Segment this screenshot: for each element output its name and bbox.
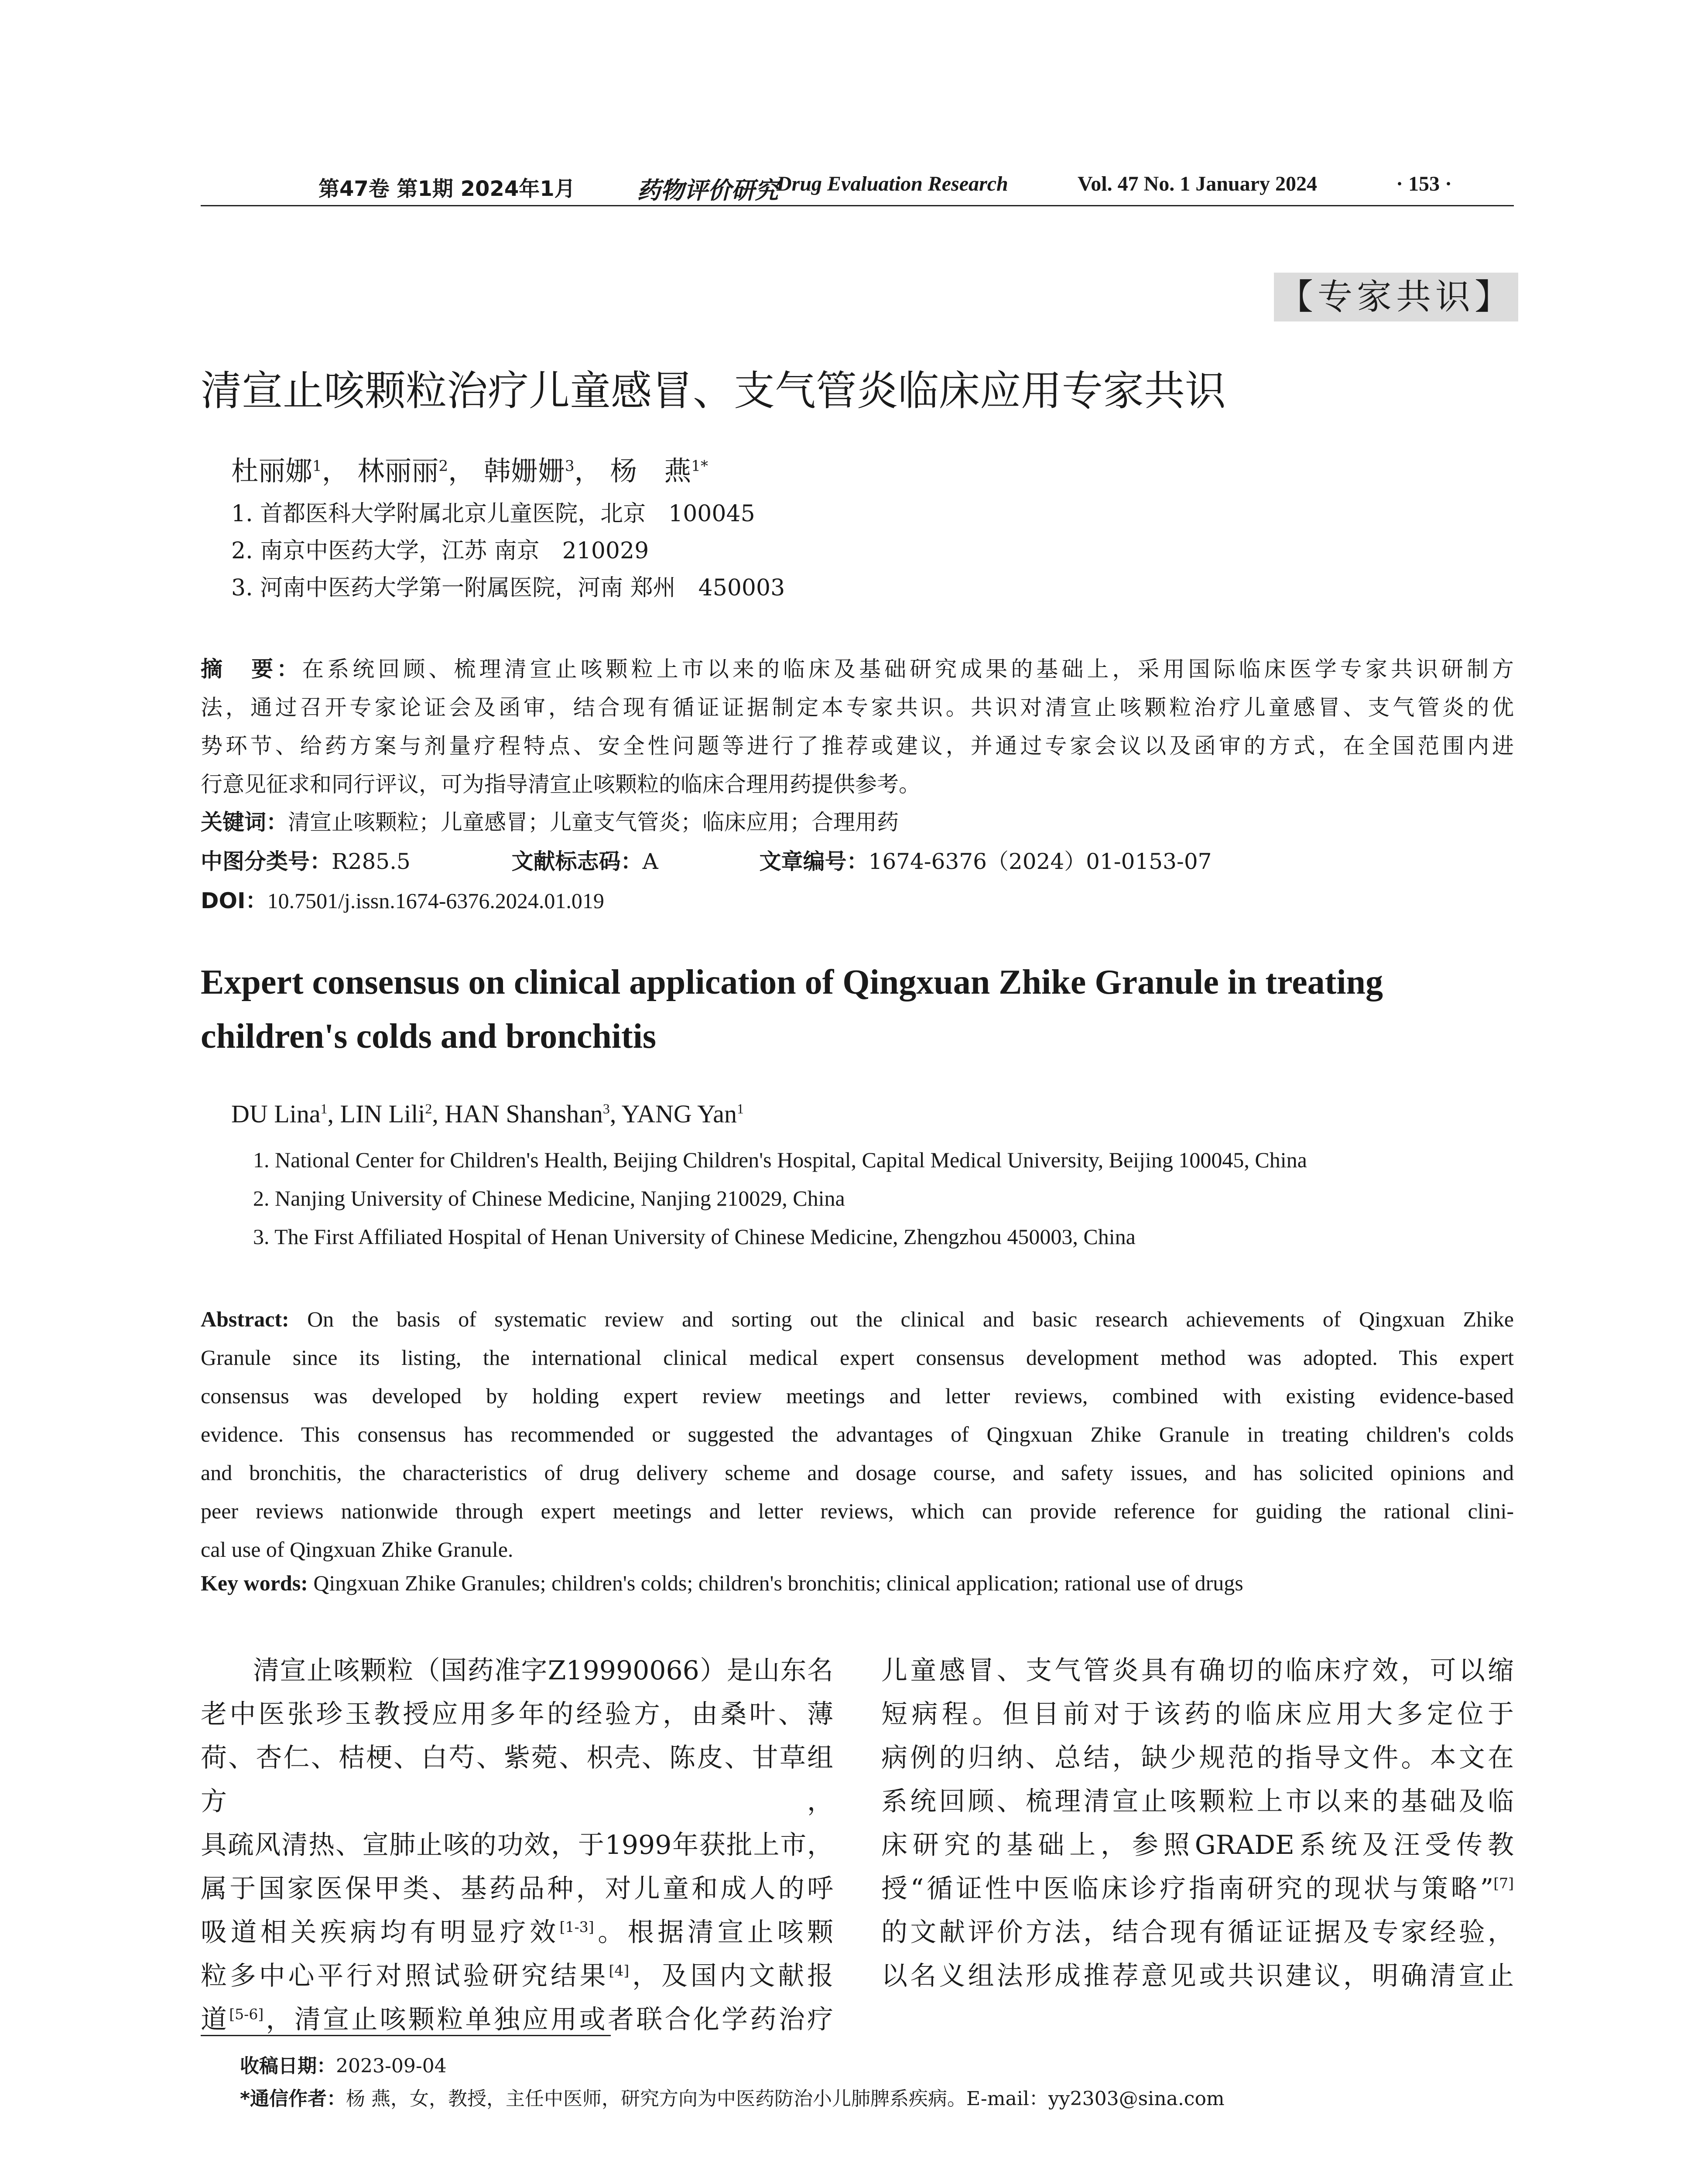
affiliation-en: 3. The First Affiliated Hospital of Henan University of Chinese Medicine, Zhengzhou 450003, China <box>253 1224 1136 1249</box>
authors-zh: 杜丽娜$^1$， 林丽丽$^2$， 韩姗姗$^3$， 杨 燕$^{1*}$ <box>231 455 709 487</box>
running-header <box>201 164 1514 208</box>
author: YANG Yan <box>621 1100 737 1128</box>
citation: [7] <box>1493 1875 1514 1892</box>
header-rule <box>201 205 1514 206</box>
citation: [5-6] <box>229 2006 264 2023</box>
body-line: 老中医张珍玉教授应用多年的经验方，由桑叶、薄 <box>201 1699 833 1730</box>
citation: [4] <box>609 1962 630 1979</box>
page-number: · 153 · <box>1396 172 1452 195</box>
footnote-rule <box>201 2035 611 2036</box>
body-line: 床研究的基础上，参照GRADE系统及汪受传教 <box>881 1830 1514 1860</box>
title-zh: 清宣止咳颗粒治疗儿童感冒、支气管炎临床应用专家共识 <box>201 367 1226 415</box>
body-line: 吸道相关疾病均有明显疗效[1-3]。根据清宣止咳颗 <box>201 1917 834 1948</box>
body-column-left <box>201 1649 833 2041</box>
author: 杜丽娜 <box>231 455 313 487</box>
author: DU Lina <box>231 1100 321 1128</box>
body-line: 清宣止咳颗粒（国药准字Z19990066）是山东名 <box>253 1655 833 1686</box>
keywords-zh: 关键词：清宣止咳颗粒；儿童感冒；儿童支气管炎；临床应用；合理用药 <box>201 810 899 835</box>
volume-issue-zh: 第47卷 第1期 2024年1月 <box>318 177 575 201</box>
title-en: Expert consensus on clinical application of Qingxuan Zhike Granule in treating children's colds and bronchitis <box>201 963 1383 1056</box>
authors-en: DU Lina$^1$, LIN Lili$^2$, HAN Shanshan$^3$, YANG Yan$^1$ <box>231 1100 744 1128</box>
classification-zh: 中图分类号：R285.5 文献标志码：A 文章编号：1674-6376（2024）01-0153-07 <box>201 849 1212 874</box>
section-tag: 【专家共识】 <box>1274 273 1518 321</box>
author: 杨 燕 <box>610 455 691 487</box>
author: LIN Lili <box>340 1100 425 1128</box>
corresponding-author: *通信作者：杨 燕，女，教授，主任中医师，研究方向为中医药防治小儿肺脾系疾病。E-mail：yy2303@sina.com <box>240 2088 1225 2110</box>
journal-name-en: Drug Evaluation Research <box>777 172 1008 195</box>
body-line: 以名义组法形成推荐意见或共识建议，明确清宣止 <box>881 1961 1514 1991</box>
doi: DOI：10.7501/j.issn.1674-6376.2024.01.019 <box>201 888 604 913</box>
abstract-zh: 摘 要：在系统回顾、梳理清宣止咳颗粒上市以来的临床及基础研究成果的基础上，采用国际临床医学专家共识研制方 法，通过召开专家论证会及函审，结合现有循证证据制定本专家共识。共识对清宣止咳颗粒治疗儿童感冒、支气管炎的优 势环节、给药方案与剂量疗程特点、安全性问题等进行了推荐或建议，并通过专家会议以及函审的方式，在全国范围内进 行意见征求和同行评议，可为指导清宣止咳颗粒的临床合理用药提供参考。 <box>201 656 1514 797</box>
journal-logo-zh: 药物评价研究 <box>637 176 778 204</box>
affiliation-en: 1. National Center for Children's Health, Beijing Children's Hospital, Capital Medical University, Beijing 100045, China <box>253 1148 1307 1172</box>
citation: [1-3] <box>559 1918 594 1935</box>
body-line: 病例的归纳、总结，缺少规范的指导文件。本文在 <box>881 1743 1514 1773</box>
body-column-right <box>881 1649 1514 1998</box>
body-line: 荷、杏仁、桔梗、白芍、紫菀、枳壳、陈皮、甘草组方， <box>201 1743 833 1817</box>
volume-issue-en: Vol. 47 No. 1 January 2024 <box>1078 172 1317 195</box>
body-line: 短病程。但目前对于该药的临床应用大多定位于 <box>881 1699 1514 1730</box>
abstract-en: Abstract: On the basis of systematic review and sorting out the clinical and basic research achievements of Qingxuan Zhike Granule since its listing, the international clinical medical expert consensus development method was adopted. This expert consensus was developed by holding expert review meetings and letter reviews, combined with existing evidence-based evidence. This consensus has recommended or suggested the advantages of Qingxuan Zhike Granule in treating children's colds and bronchitis, the characteristics of drug delivery scheme and dosage course, and safety issues, and has solicited opinions and peer reviews nationwide through expert meetings and letter reviews, which can provide reference for guiding the rational clini- cal use of Qingxuan Zhike Granule. <box>201 1307 1514 1562</box>
body-line: 道[5-6]，清宣止咳颗粒单独应用或者联合化学药治疗 <box>201 2004 834 2035</box>
body-line: 儿童感冒、支气管炎具有确切的临床疗效，可以缩 <box>881 1655 1514 1686</box>
body-line: 系统回顾、梳理清宣止咳颗粒上市以来的基础及临 <box>881 1786 1514 1817</box>
keywords-en: Key words: Qingxuan Zhike Granules; children's colds; children's bronchitis; clinical application; rational use of drugs <box>201 1571 1243 1595</box>
author: 林丽丽 <box>357 455 439 487</box>
abstract-label-zh: 摘 要： <box>201 656 302 682</box>
body-line: 属于国家医保甲类、基药品种，对儿童和成人的呼 <box>201 1873 833 1904</box>
affiliation-zh: 3. 河南中医药大学第一附属医院，河南 郑州 450003 <box>231 575 785 601</box>
received-date: 收稿日期：2023-09-04 <box>240 2055 447 2077</box>
body-line: 粒多中心平行对照试验研究结果[4]，及国内文献报 <box>201 1961 833 1991</box>
author: HAN Shanshan <box>445 1100 603 1128</box>
body-line: 授“循证性中医临床诊疗指南研究的现状与策略”[7] <box>881 1873 1514 1904</box>
affiliation-en: 2. Nanjing University of Chinese Medicine, Nanjing 210029, China <box>253 1186 845 1210</box>
affiliation-zh: 2. 南京中医药大学，江苏 南京 210029 <box>231 538 649 564</box>
body-line: 的文献评价方法，结合现有循证证据及专家经验， <box>881 1917 1514 1948</box>
author: 韩姗姗 <box>483 455 565 487</box>
affiliation-zh: 1. 首都医科大学附属北京儿童医院，北京 100045 <box>231 501 755 527</box>
body-line: 具疏风清热、宣肺止咳的功效，于1999年获批上市， <box>201 1830 833 1860</box>
abstract-label-en: Abstract: <box>201 1307 289 1331</box>
